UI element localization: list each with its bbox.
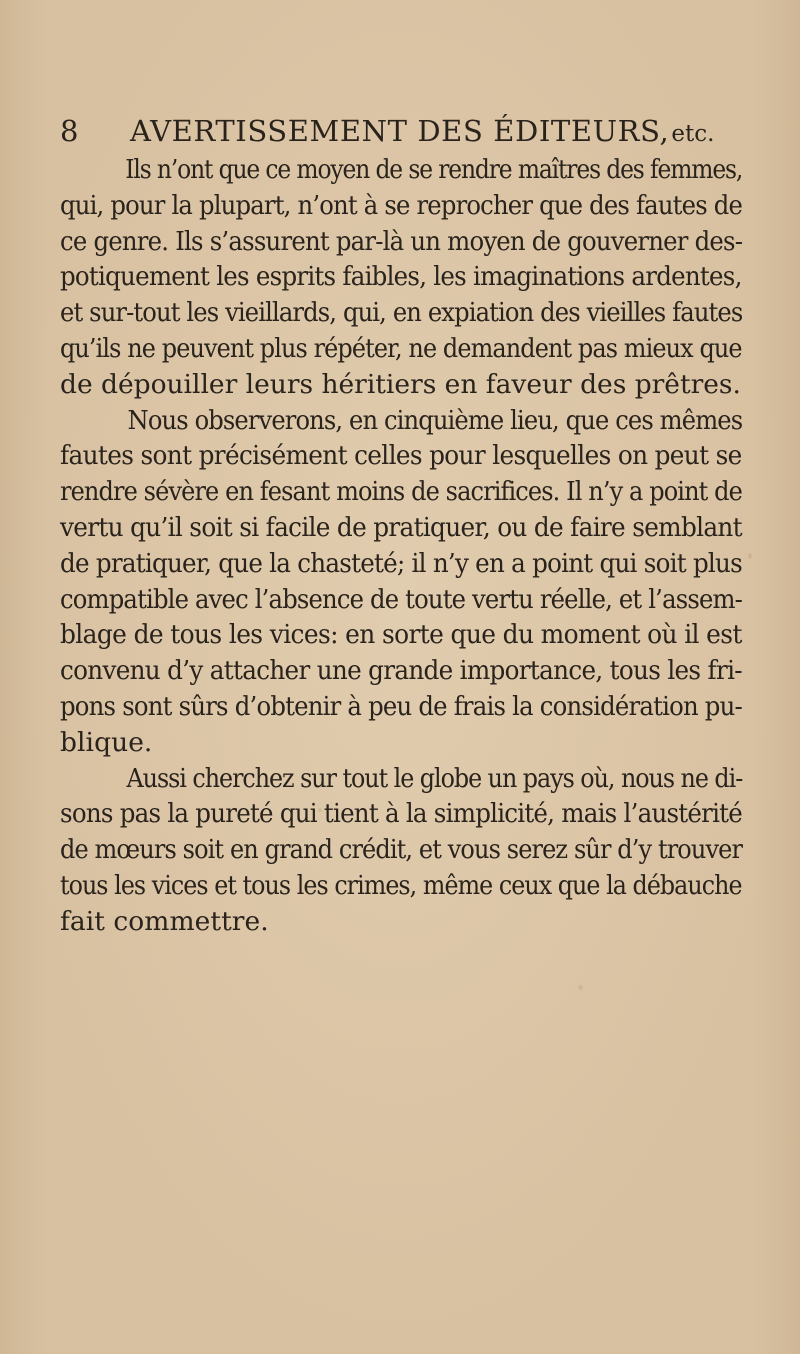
text-line: convenu d’y attacher une grande importance, tous les fri- <box>60 655 742 687</box>
paper-stain <box>748 553 752 559</box>
text-line: qui, pour la plupart, n’ont à se reprocher que des fautes de <box>60 189 743 221</box>
text-line: compatible avec l’absence de toute vertu réelle, et l’assem- <box>60 583 743 615</box>
text-line: de dépouiller leurs héritiers en faveur des prêtres. <box>60 368 741 400</box>
text-line: et sur-tout les vieillards, qui, en expiation des vieilles fautes <box>60 297 743 329</box>
text-line: ce genre. Ils s’assurent par-là un moyen de gouverner des- <box>60 225 743 257</box>
paper-stain <box>578 985 583 990</box>
text-line: tous les vices et tous les crimes, même ceux que la débauche <box>60 869 742 901</box>
text-line: de pratiquer, que la chasteté; il n’y en a point qui soit plus <box>60 547 742 579</box>
text-line: blique. <box>60 726 153 758</box>
body-text <box>60 152 742 940</box>
running-head-title: AVERTISSEMENT DES ÉDITEURS, <box>130 114 670 148</box>
text-line: blage de tous les vices: en sorte que du moment où il est <box>60 619 742 651</box>
paragraph <box>60 761 742 940</box>
running-head-etc: etc. <box>671 121 715 147</box>
paragraph <box>60 403 742 761</box>
paragraph <box>60 152 742 403</box>
text-line: pons sont sûrs d’obtenir à peu de frais la considération pu- <box>60 690 742 722</box>
text-line: potiquement les esprits faibles, les imaginations ardentes, <box>60 261 742 293</box>
text-line: fautes sont précisément celles pour lesquelles on peut se <box>60 440 742 472</box>
page-number: 8 <box>60 114 79 148</box>
text-line: de mœurs soit en grand crédit, et vous serez sûr d’y trouver <box>60 834 743 866</box>
text-line: rendre sévère en fesant moins de sacrifices. Il n’y a point de <box>60 476 742 508</box>
text-line: fait commettre. <box>60 905 269 937</box>
text-line: qu’ils ne peuvent plus répéter, ne demandent pas mieux que <box>60 332 742 364</box>
text-line: Aussi cherchez sur tout le globe un pays où, nous ne di- <box>126 762 743 794</box>
text-line: vertu qu’il soit si facile de pratiquer, ou de faire semblant <box>60 511 742 543</box>
text-line: Nous observerons, en cinquième lieu, que ces mêmes <box>127 404 743 436</box>
text-line: Ils n’ont que ce moyen de se rendre maîtres des femmes, <box>125 154 743 185</box>
text-line: sons pas la pureté qui tient à la simplicité, mais l’austérité <box>60 798 743 830</box>
